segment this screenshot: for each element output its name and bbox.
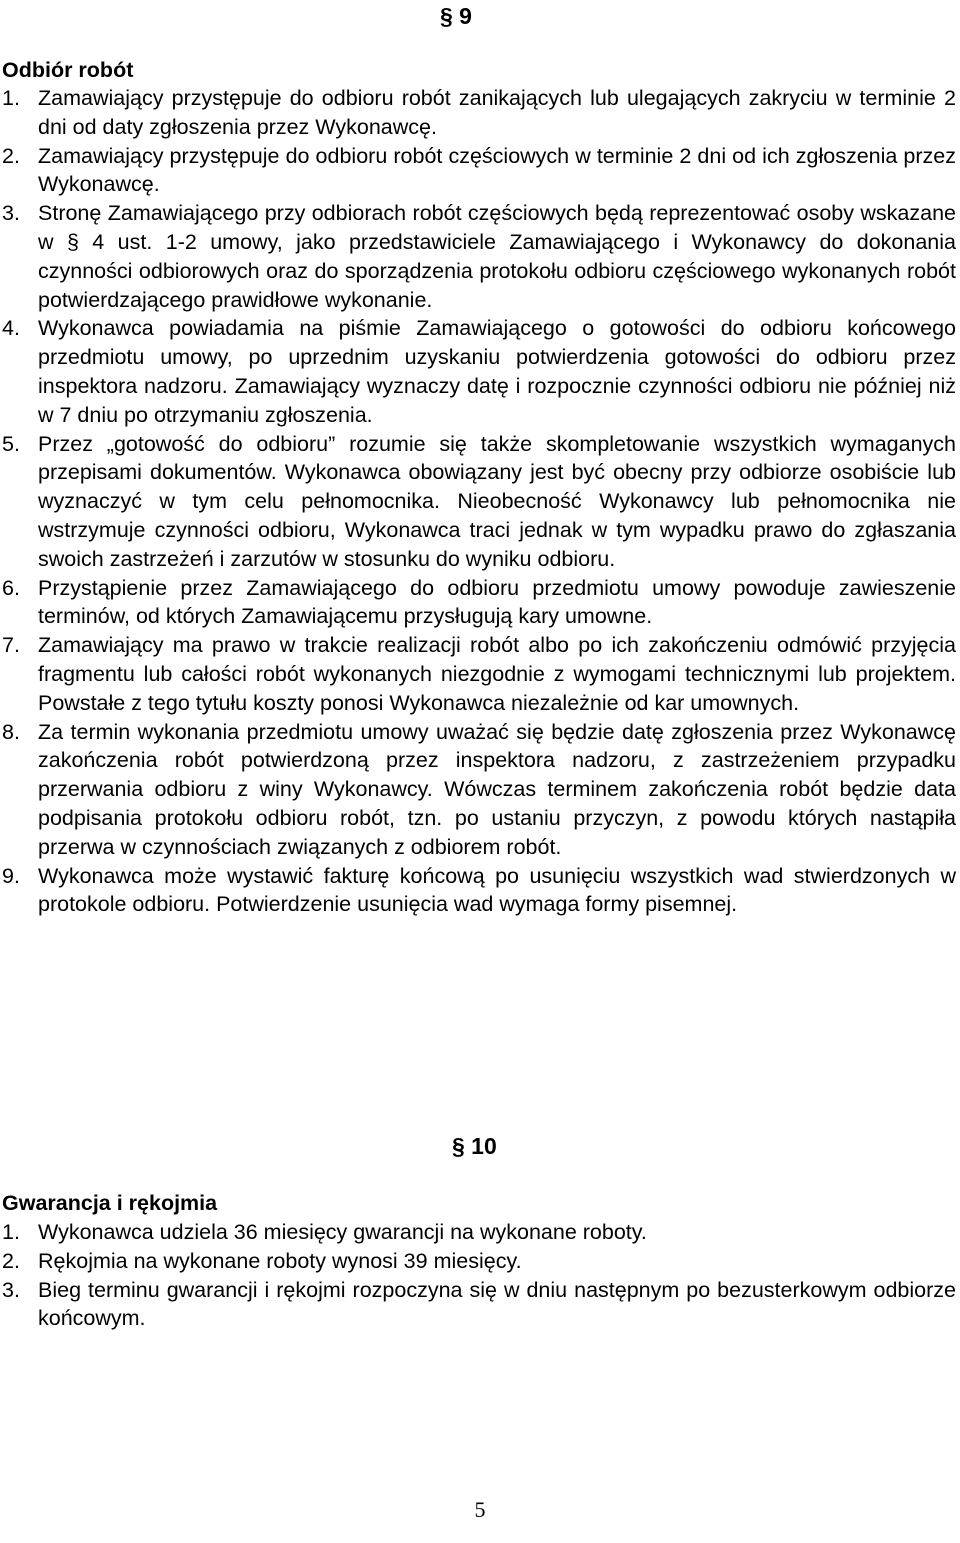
list-item: 3. Bieg terminu gwarancji i rękojmi rozpoczyna się w dniu następnym po bezusterkowym odbiorze końcowym. (2, 1277, 956, 1331)
section-9-list (0, 84, 956, 919)
list-item: 1. Wykonawca udziela 36 miesięcy gwarancji na wykonane roboty. (2, 1220, 647, 1244)
list-item: 8. Za termin wykonania przedmiotu umowy uważać się będzie datę zgłoszenia przez Wykonawcę zakończenia robót potwierdzoną przez inspektora nadzoru, z zastrzeżeniem przypadku przerwania odbioru z winy Wykonawcy. Wówczas terminem zakończenia robót będzie data podpisania protokołu odbioru robót, tzn. po ustaniu przyczyn, z powodu których nastąpiła przerwa w czynnościach związanych z odbiorem robót. (2, 719, 956, 859)
list-item: 2. Zamawiający przystępuje do odbioru robót częściowych w terminie 2 dni od ich zgłoszenia przez Wykonawcę. (2, 143, 956, 197)
section-9-heading: Odbiór robót (2, 58, 134, 82)
list-item: 1. Zamawiający przystępuje do odbioru robót zanikających lub ulegających zakryciu w terminie 2 dni od daty zgłoszenia przez Wykonawcę. (2, 86, 956, 139)
list-item: 3. Stronę Zamawiającego przy odbiorach robót częściowych będą reprezentować osoby wskazane w § 4 ust. 1-2 umowy, jako przedstawiciele Zamawiającego i Wykonawcy do dokonania czynności odbiorowych oraz do sporządzenia protokołu odbioru częściowego wykonanych robót potwierdzającego prawidłowe wykonanie. (2, 201, 956, 312)
list-item: 5. Przez „gotowość do odbioru” rozumie się także skompletowanie wszystkich wymaganych przepisami dokumentów. Wykonawca obowiązany jest być obecny przy odbiorze osobiście lub wyznaczyć w tym celu pełnomocnika. Nieobecność Wykonawcy lub pełnomocnika nie wstrzymuje czynności odbioru, Wykonawca traci jednak w tym wypadku prawo do zgłaszania swoich zastrzeżeń i zarzutów w stosunku do wyniku odbioru. (2, 431, 956, 571)
section-10-mark: § 10 (452, 1133, 497, 1159)
list-item: 4. Wykonawca powiadamia na piśmie Zamawiającego o gotowości do odbioru końcowego przedmiotu umowy, po uprzednim uzyskaniu potwierdzenia gotowości do odbioru przez inspektora nadzoru. Zamawiający wyznaczy datę i rozpocznie czynności odbioru nie później niż w 7 dniu po otrzymaniu zgłoszenia. (2, 316, 956, 427)
section-9-mark: § 9 (440, 3, 472, 29)
list-item: 9. Wykonawca może wystawić fakturę końcową po usunięciu wszystkich wad stwierdzonych w protokole odbioru. Potwierdzenie usunięcia wad wymaga formy pisemnej. (2, 863, 956, 917)
page-number: 5 (474, 1497, 486, 1522)
list-item: 7. Zamawiający ma prawo w trakcie realizacji robót albo po ich zakończeniu odmówić przyjęcia fragmentu lub całości robót wykonanych niezgodnie z wymogami technicznymi lub projektem. Powstałe z tego tytułu koszty ponosi Wykonawca niezależnie od kar umownych. (2, 633, 956, 715)
section-10-heading: Gwarancja i rękojmia (2, 1191, 218, 1215)
section-10-list (0, 1218, 956, 1333)
list-item: 2. Rękojmia na wykonane roboty wynosi 39 miesięcy. (2, 1248, 522, 1273)
list-item: 6. Przystąpienie przez Zamawiającego do odbioru przedmiotu umowy powoduje zawieszenie terminów, od których Zamawiającemu przysługują kary umowne. (2, 575, 956, 629)
